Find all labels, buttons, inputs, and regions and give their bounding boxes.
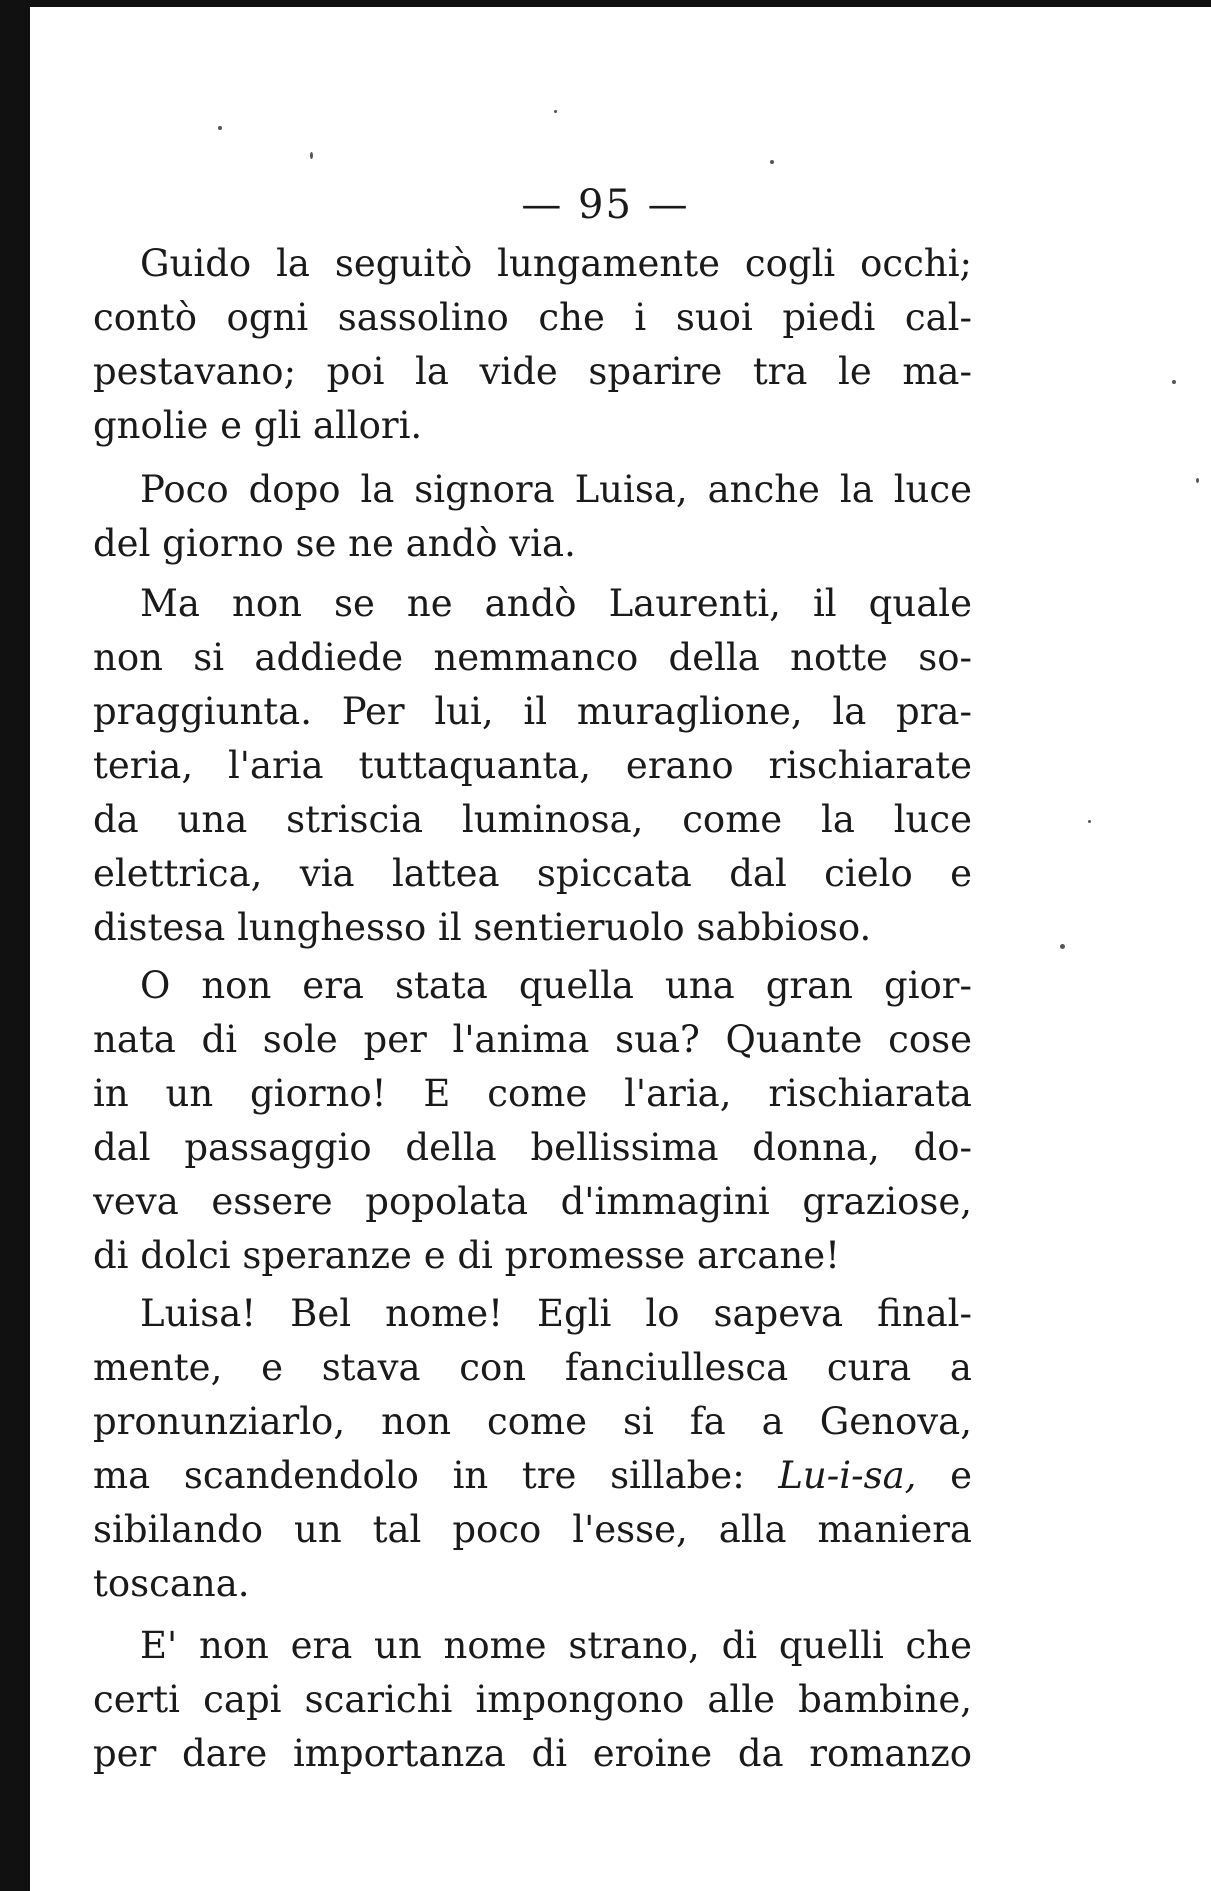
scan-speck bbox=[310, 152, 313, 159]
text-line: di dolci speranze e di promesse arcane! bbox=[93, 1234, 841, 1277]
text-line: in un giorno! E come l'aria, rischiarata bbox=[93, 1072, 972, 1115]
text-line: toscana. bbox=[93, 1562, 250, 1605]
text-line: Poco dopo la signora Luisa, anche la luce bbox=[140, 468, 972, 511]
text-line: del giorno se ne andò via. bbox=[93, 522, 576, 565]
text-line: pronunziarlo, non come si fa a Genova, bbox=[93, 1400, 972, 1443]
scan-speck bbox=[1172, 380, 1176, 384]
scan-speck bbox=[1088, 820, 1091, 823]
text-segment: ma scandendolo in tre sillabe: bbox=[93, 1454, 745, 1497]
text-line: O non era stata quella una gran gior- bbox=[140, 964, 972, 1007]
scan-binding-edge bbox=[0, 0, 30, 1891]
text-line: Ma non se ne andò Laurenti, il quale bbox=[140, 582, 972, 625]
text-segment: e bbox=[950, 1454, 972, 1497]
text-line: per dare importanza di eroine da romanzo bbox=[93, 1732, 972, 1775]
scan-speck bbox=[1196, 478, 1199, 483]
text-line: dal passaggio della bellissima donna, do- bbox=[93, 1126, 972, 1169]
text-line: mente, e stava con fanciullesca cura a bbox=[93, 1346, 972, 1389]
text-line: teria, l'aria tuttaquanta, erano rischiarate bbox=[93, 744, 972, 787]
text-line: pestavano; poi la vide sparire tra le ma- bbox=[93, 350, 972, 393]
text-line: distesa lunghesso il sentieruolo sabbioso. bbox=[93, 906, 872, 949]
scan-speck bbox=[218, 126, 222, 130]
text-line: E' non era un nome strano, di quelli che bbox=[140, 1624, 972, 1667]
text-line: non si addiede nemmanco della notte so- bbox=[93, 636, 972, 679]
scan-speck bbox=[554, 110, 557, 113]
scan-speck bbox=[1060, 944, 1065, 949]
text-line: da una striscia luminosa, come la luce bbox=[93, 798, 972, 841]
text-line: veva essere popolata d'immagini graziose, bbox=[93, 1180, 972, 1223]
text-line: elettrica, via lattea spiccata dal cielo e bbox=[93, 852, 972, 895]
text-line: praggiunta. Per lui, il muraglione, la pra- bbox=[93, 690, 972, 733]
scan-top-edge bbox=[0, 0, 1211, 7]
scan-speck bbox=[770, 160, 774, 164]
text-line bbox=[93, 1454, 972, 1498]
page-number: — 95 — bbox=[521, 182, 690, 228]
text-line: contò ogni sassolino che i suoi piedi cal- bbox=[93, 296, 972, 339]
text-line: nata di sole per l'anima sua? Quante cose bbox=[93, 1018, 972, 1061]
text-line: gnolie e gli allori. bbox=[93, 404, 423, 447]
text-line: Luisa! Bel nome! Egli lo sapeva final- bbox=[140, 1292, 972, 1335]
text-line: sibilando un tal poco l'esse, alla maniera bbox=[93, 1508, 972, 1551]
italic-word: Lu-i-sa, bbox=[778, 1454, 917, 1497]
text-line: certi capi scarichi impongono alle bambine, bbox=[93, 1678, 972, 1721]
text-line: Guido la seguitò lungamente cogli occhi; bbox=[140, 242, 972, 285]
